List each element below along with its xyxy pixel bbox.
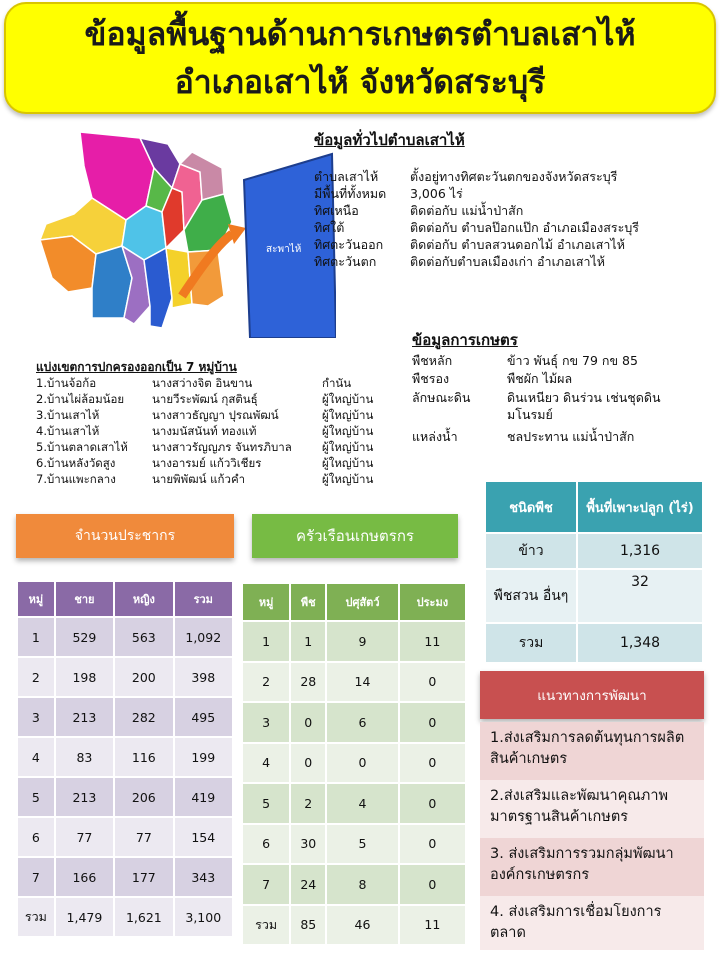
agriculture-key: พืชรอง <box>412 371 450 386</box>
agriculture-row <box>412 428 634 445</box>
general-info-key: ทิศเหนือ <box>314 203 359 218</box>
table-cell: 0 <box>399 824 466 865</box>
village-role: ผู้ใหญ่บ้าน <box>322 392 374 406</box>
table-cell: 4 <box>17 737 55 777</box>
table-cell: 563 <box>114 617 173 657</box>
table-cell: 5 <box>242 783 290 824</box>
villages-heading: แบ่งเขตการปกครองออกเป็น 7 หมู่บ้าน <box>36 360 237 374</box>
table-cell: 2 <box>242 662 290 703</box>
column-header: ชนิดพืช <box>485 481 577 533</box>
table-cell: 0 <box>290 702 326 743</box>
village-leader: นางมนัสนันท์ ทองแท้ <box>152 424 257 438</box>
table-row <box>242 824 466 865</box>
village-name: 4.บ้านเสาไห้ <box>36 424 100 438</box>
agriculture-row <box>412 389 661 406</box>
column-header: พืช <box>290 583 326 621</box>
households-heading: ครัวเรือนเกษตรกร <box>252 514 458 558</box>
table-row <box>17 617 233 657</box>
table-cell: 14 <box>326 662 398 703</box>
general-info-row <box>314 202 523 219</box>
table-row <box>242 662 466 703</box>
title-banner <box>4 2 716 114</box>
table-cell: 177 <box>114 857 173 897</box>
table-row <box>17 697 233 737</box>
development-item: 2.ส่งเสริมและพัฒนาคุณภาพมาตรฐานสินค้าเกษตร <box>480 780 704 838</box>
table-cell: 7 <box>17 857 55 897</box>
village-leader: นางอารมย์ แก้ววิเชียร <box>152 456 262 470</box>
households-table <box>241 582 467 946</box>
table-cell: 11 <box>399 905 466 946</box>
table-cell: รวม <box>17 897 55 937</box>
map-zone-label: สะพาไห้ <box>266 244 302 255</box>
village-role: ผู้ใหญ่บ้าน <box>322 408 374 422</box>
table-header-row <box>17 581 233 617</box>
table-header-row <box>242 583 466 621</box>
title-line-2: อำเภอเสาไห้ จังหวัดสระบุรี <box>174 63 546 101</box>
village-name: 6.บ้านหลังวัดสูง <box>36 456 116 470</box>
table-cell: 77 <box>114 817 173 857</box>
general-info-row <box>314 185 463 202</box>
table-cell: 30 <box>290 824 326 865</box>
column-header: หญิง <box>114 581 173 617</box>
village-role: กำนัน <box>322 376 352 390</box>
general-info-row <box>314 219 639 236</box>
table-cell: 1,479 <box>55 897 114 937</box>
column-header: ชาย <box>55 581 114 617</box>
agriculture-row-continued <box>507 406 553 423</box>
column-header: หมู่ <box>242 583 290 621</box>
table-cell: 0 <box>399 702 466 743</box>
table-cell: 6 <box>242 824 290 865</box>
general-info-value: ตั้งอยู่ทางทิศตะวันตกของจังหวัดสระบุรี <box>410 169 618 184</box>
table-cell: 85 <box>290 905 326 946</box>
table-cell: 3,100 <box>174 897 233 937</box>
village-role: ผู้ใหญ่บ้าน <box>322 456 374 470</box>
development-heading: แนวทางการพัฒนา <box>480 671 704 719</box>
development-item: 3. ส่งเสริมการรวมกลุ่มพัฒนาองค์กรเกษตรกร <box>480 838 704 896</box>
table-row <box>17 817 233 857</box>
table-cell: 4 <box>242 743 290 784</box>
table-cell: รวม <box>242 905 290 946</box>
table-cell: 11 <box>399 621 466 662</box>
agriculture-row <box>412 352 638 369</box>
table-cell: 1,621 <box>114 897 173 937</box>
village-name: 2.บ้านไผ่ล้อมน้อย <box>36 392 125 406</box>
table-cell: 46 <box>326 905 398 946</box>
table-cell: 1,092 <box>174 617 233 657</box>
table-row <box>17 657 233 697</box>
development-item: 4. ส่งเสริมการเชื่อมโยงการตลาด <box>480 896 704 950</box>
general-info-value: ติดต่อกับตำบลเมืองเก่า อำเภอเสาไห้ <box>410 254 606 269</box>
table-cell: 398 <box>174 657 233 697</box>
table-cell: 8 <box>326 864 398 905</box>
population-heading: จำนวนประชากร <box>16 514 234 558</box>
table-cell: 77 <box>55 817 114 857</box>
table-cell: 199 <box>174 737 233 777</box>
agriculture-key: ลักษณะดิน <box>412 390 471 405</box>
table-total-row <box>485 623 703 663</box>
table-cell: 213 <box>55 697 114 737</box>
agriculture-value: ข้าว พันธุ์ กข 79 กข 85 <box>507 353 638 368</box>
agriculture-value: พืชผัก ไม้ผล <box>507 371 573 386</box>
table-cell: 1,348 <box>577 623 703 663</box>
village-role: ผู้ใหญ่บ้าน <box>322 424 374 438</box>
table-cell: 0 <box>399 783 466 824</box>
table-cell: 5 <box>326 824 398 865</box>
column-header: ปศุสัตว์ <box>326 583 398 621</box>
table-cell: 7 <box>242 864 290 905</box>
table-cell: 6 <box>17 817 55 857</box>
table-cell: 5 <box>17 777 55 817</box>
table-row <box>485 533 703 569</box>
table-cell: 32 <box>577 569 703 623</box>
table-cell: 0 <box>290 743 326 784</box>
general-info-row <box>314 236 625 253</box>
table-cell: 83 <box>55 737 114 777</box>
column-header: ประมง <box>399 583 466 621</box>
table-cell: พืชสวน อื่นๆ <box>485 569 577 623</box>
table-row <box>17 857 233 897</box>
general-info-key: ตำบลเสาไห้ <box>314 169 379 184</box>
table-cell: 2 <box>290 783 326 824</box>
general-info-value: ติดต่อกับ ตำบลสวนดอกไม้ อำเภอเสาไห้ <box>410 237 625 252</box>
table-cell: 419 <box>174 777 233 817</box>
column-header: พื้นที่เพาะปลูก (ไร่) <box>577 481 703 533</box>
table-cell: 3 <box>17 697 55 737</box>
table-cell: 116 <box>114 737 173 777</box>
general-info-row <box>314 168 617 185</box>
development-item: 1.ส่งเสริมการลดต้นทุนการผลิตสินค้าเกษตร <box>480 722 704 780</box>
general-info-key: ทิศใต้ <box>314 220 345 235</box>
general-info-heading: ข้อมูลทั่วไปตำบลเสาไห้ <box>314 131 465 149</box>
table-cell: 9 <box>326 621 398 662</box>
general-info-key: มีพื้นที่ทั้งหมด <box>314 186 387 201</box>
title-line-1: ข้อมูลพื้นฐานด้านการเกษตรตำบลเสาไห้ <box>84 15 636 53</box>
table-row <box>242 743 466 784</box>
table-cell: 1 <box>17 617 55 657</box>
table-cell: 28 <box>290 662 326 703</box>
crop-area-table <box>484 480 704 664</box>
village-name: 5.บ้านตลาดเสาไห้ <box>36 440 128 454</box>
general-info-value: 3,006 ไร่ <box>410 186 463 201</box>
table-total-row <box>17 897 233 937</box>
table-row <box>242 864 466 905</box>
village-leader: นางสว่างจิต อินขาน <box>152 376 253 390</box>
table-cell: 206 <box>114 777 173 817</box>
village-leader: นายวีระพัฒน์ กุสตินธุ์ <box>152 392 258 406</box>
general-info-key: ทิศตะวันออก <box>314 237 384 252</box>
population-table <box>16 580 234 938</box>
agriculture-heading: ข้อมูลการเกษตร <box>412 331 518 349</box>
table-cell: 0 <box>399 743 466 784</box>
table-row <box>17 737 233 777</box>
table-cell: 343 <box>174 857 233 897</box>
table-cell: 24 <box>290 864 326 905</box>
table-row <box>242 702 466 743</box>
general-info-row <box>314 253 605 270</box>
general-info-key: ทิศตะวันตก <box>314 254 377 269</box>
table-cell: 213 <box>55 777 114 817</box>
general-info-value: ติดต่อกับ ตำบลป๊อกแป๊ก อำเภอเมืองสระบุรี <box>410 220 639 235</box>
table-cell: 1 <box>242 621 290 662</box>
table-cell: 166 <box>55 857 114 897</box>
agriculture-key: พืชหลัก <box>412 353 453 368</box>
table-cell: ข้าว <box>485 533 577 569</box>
table-cell: 0 <box>399 662 466 703</box>
table-header-row <box>485 481 703 533</box>
table-row <box>242 621 466 662</box>
table-cell: รวม <box>485 623 577 663</box>
column-header: รวม <box>174 581 233 617</box>
agriculture-key: แหล่งน้ำ <box>412 429 458 444</box>
agriculture-value: มโนรมย์ <box>507 407 553 422</box>
village-leader: นางสาวรัญญภร จันทรภิบาล <box>152 440 292 454</box>
table-total-row <box>242 905 466 946</box>
table-cell: 200 <box>114 657 173 697</box>
table-cell: 1 <box>290 621 326 662</box>
table-cell: 4 <box>326 783 398 824</box>
table-cell: 2 <box>17 657 55 697</box>
table-cell: 1,316 <box>577 533 703 569</box>
agriculture-value: ชลประทาน แม่น้ำป่าสัก <box>507 429 635 444</box>
table-cell: 3 <box>242 702 290 743</box>
table-cell: 0 <box>326 743 398 784</box>
table-cell: 282 <box>114 697 173 737</box>
table-row <box>485 569 703 623</box>
subdistrict-map <box>32 128 336 338</box>
table-cell: 0 <box>399 864 466 905</box>
table-row <box>17 777 233 817</box>
village-role: ผู้ใหญ่บ้าน <box>322 472 374 486</box>
village-name: 1.บ้านจ้อก้อ <box>36 376 97 390</box>
village-leader: นายพิพัฒน์ แก้วคำ <box>152 472 246 486</box>
agriculture-value: ดินเหนียว ดินร่วน เช่นชุดดิน <box>507 390 661 405</box>
village-role: ผู้ใหญ่บ้าน <box>322 440 374 454</box>
village-leader: นางสาวธัญญา ปุรณพัฒน์ <box>152 408 279 422</box>
table-cell: 6 <box>326 702 398 743</box>
agriculture-row <box>412 370 572 387</box>
column-header: หมู่ <box>17 581 55 617</box>
table-cell: 495 <box>174 697 233 737</box>
village-name: 3.บ้านเสาไห้ <box>36 408 100 422</box>
table-cell: 529 <box>55 617 114 657</box>
table-row <box>242 783 466 824</box>
table-cell: 198 <box>55 657 114 697</box>
table-cell: 154 <box>174 817 233 857</box>
village-name: 7.บ้านแพะกลาง <box>36 472 116 486</box>
general-info-value: ติดต่อกับ แม่น้ำป่าสัก <box>410 203 524 218</box>
